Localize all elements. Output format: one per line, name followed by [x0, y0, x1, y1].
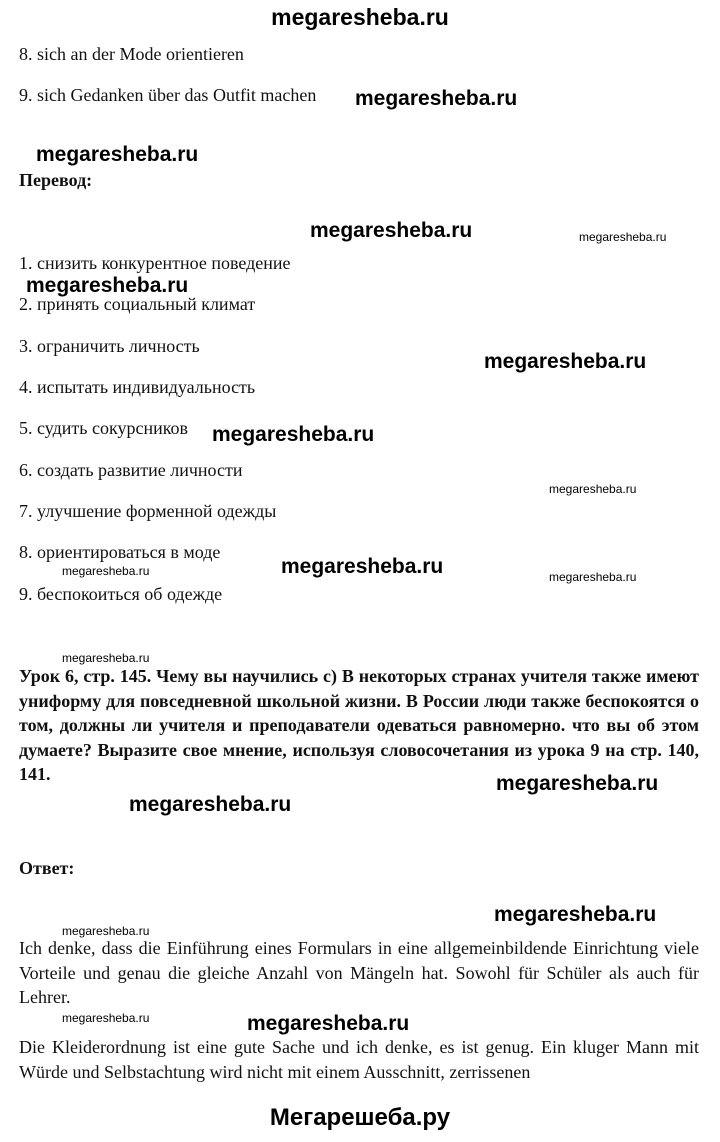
- watermark: megaresheba.ru: [549, 482, 637, 496]
- header-watermark: megaresheba.ru: [271, 4, 449, 30]
- translation-item: 1. снизить конкурентное поведение: [19, 253, 291, 273]
- watermark: megaresheba.ru: [494, 903, 657, 926]
- watermark: megaresheba.ru: [281, 555, 444, 578]
- translation-item: 7. улучшение форменной одежды: [19, 501, 277, 521]
- watermark: megaresheba.ru: [62, 564, 150, 578]
- watermark: megaresheba.ru: [496, 772, 659, 795]
- german-line-9: 9. sich Gedanken über das Outfit machen: [19, 85, 317, 105]
- translation-item: 2. принять социальный климат: [19, 294, 256, 314]
- watermark: megaresheba.ru: [579, 230, 667, 244]
- answer-paragraph: Die Kleiderordnung ist eine gute Sache und ich denke, es ist genug. Ein kluger Mann mit Würde und Selbstachtung wird nicht mit einem Ausschnitt, zerrissenen: [19, 1037, 699, 1082]
- translation-item: 5. судить сокурсников: [19, 418, 189, 438]
- translation-item: 9. беспокоиться об одежде: [19, 584, 223, 604]
- translation-heading: Перевод:: [19, 170, 93, 190]
- translation-item: 6. создать развитие личности: [19, 460, 243, 480]
- watermark: megaresheba.ru: [355, 87, 518, 110]
- german-line-8: 8. sich an der Mode orientieren: [19, 44, 244, 64]
- watermark: megaresheba.ru: [247, 1012, 410, 1035]
- watermark: megaresheba.ru: [310, 219, 473, 242]
- watermark: megaresheba.ru: [62, 924, 150, 938]
- watermark: megaresheba.ru: [549, 570, 637, 584]
- watermark: megaresheba.ru: [62, 1011, 150, 1025]
- answer-paragraph: Ich denke, dass die Einführung eines Formulars in eine allgemeinbildende Einrichtung viele Vorteile und genau die gleiche Anzahl von Mängeln hat. Sowohl für Schüler als auch für Lehrer.: [19, 938, 699, 1007]
- footer-brand: Мегарешеба.ру: [269, 1104, 451, 1131]
- translation-item: 3. ограничить личность: [19, 336, 200, 356]
- translation-item: 4. испытать индивидуальность: [19, 377, 256, 397]
- watermark: megaresheba.ru: [484, 350, 647, 373]
- translation-item: 8. ориентироваться в моде: [19, 542, 221, 562]
- watermark: megaresheba.ru: [26, 274, 189, 297]
- watermark: megaresheba.ru: [129, 793, 292, 816]
- watermark: megaresheba.ru: [62, 651, 150, 665]
- watermark: megaresheba.ru: [36, 143, 199, 166]
- watermark: megaresheba.ru: [212, 423, 375, 446]
- task-paragraph: Урок 6, стр. 145. Чему вы научились с) В некоторых странах учителя также имеют униформу для повседневной школьной жизни. В России люди также беспокоятся о том, должны ли учителя и преподаватели одеваться равномерно. что вы об этом думаете? Выразите свое мнение, используя словосочетания из урока 9 на стр. 140, 141.: [19, 666, 699, 784]
- answer-heading: Ответ:: [19, 858, 75, 878]
